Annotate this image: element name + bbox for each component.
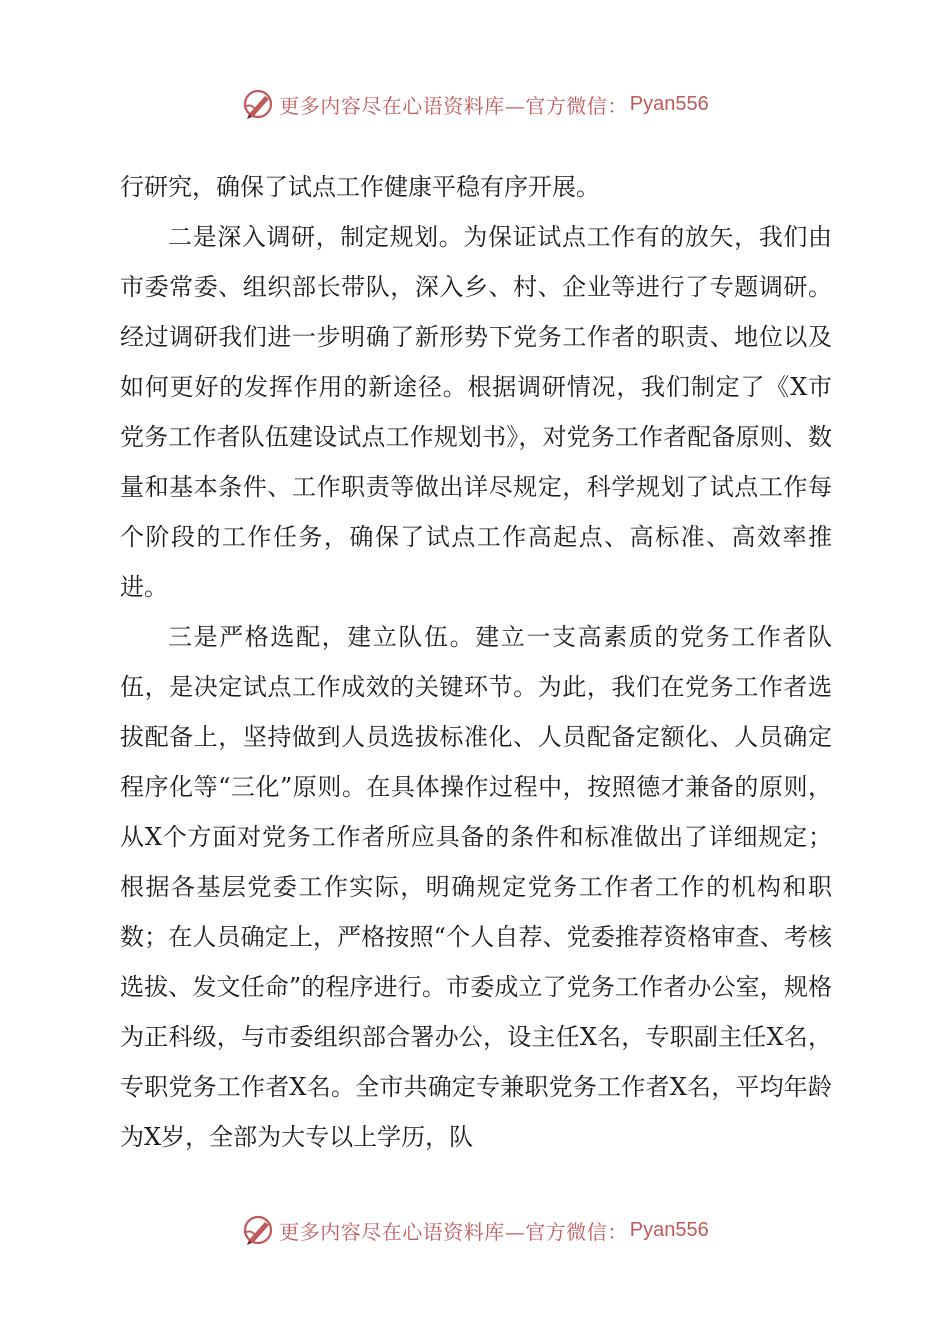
footer-banner — [0, 1210, 950, 1250]
header-banner — [0, 84, 950, 124]
header-banner-text: 更多内容尽在心语资料库—官方微信： — [279, 93, 628, 118]
document-body — [120, 162, 832, 1162]
paragraph: 二是深入调研，制定规划。为保证试点工作有的放矢，我们由市委常委、组织部长带队，深入乡、村、企业等进行了专题调研。经过调研我们进一步明确了新形势下党务工作者的职责、地位以及如何更好的发挥作用的新途径。根据调研情况，我们制定了《X市党务工作者队伍建设试点工作规划书》，对党务工作者配备原则、数量和基本条件、工作职责等做出详尽规定，科学规划了试点工作每个阶段的工作任务，确保了试点工作高起点、高标准、高效率推进。 — [120, 223, 832, 601]
footer-banner-text: 更多内容尽在心语资料库—官方微信： — [279, 1219, 628, 1244]
pen-logo-icon — [241, 87, 275, 121]
header-banner-wechat: Pyan556 — [629, 92, 709, 115]
footer-banner-wechat: Pyan556 — [629, 1218, 709, 1241]
paragraph-continued: 行研究，确保了试点工作健康平稳有序开展。 — [120, 173, 600, 201]
paragraph: 三是严格选配，建立队伍。建立一支高素质的党务工作者队伍，是决定试点工作成效的关键环节。为此，我们在党务工作者选拔配备上，坚持做到人员选拔标准化、人员配备定额化、人员确定程序化等“三化”原则。在具体操作过程中，按照德才兼备的原则，从X个方面对党务工作者所应具备的条件和标准做出了详细规定；根据各基层党委工作实际，明确规定党务工作者工作的机构和职数；在人员确定上，严格按照“个人自荐、党委推荐资格审查、考核选拔、发文任命”的程序进行。市委成立了党务工作者办公室，规格为正科级，与市委组织部合署办公，设主任X名，专职副主任X名，专职党务工作者X名。全市共确定专兼职党务工作者X名，平均年龄为X岁，全部为大专以上学历，队 — [120, 623, 832, 1151]
pen-logo-icon — [241, 1213, 275, 1247]
